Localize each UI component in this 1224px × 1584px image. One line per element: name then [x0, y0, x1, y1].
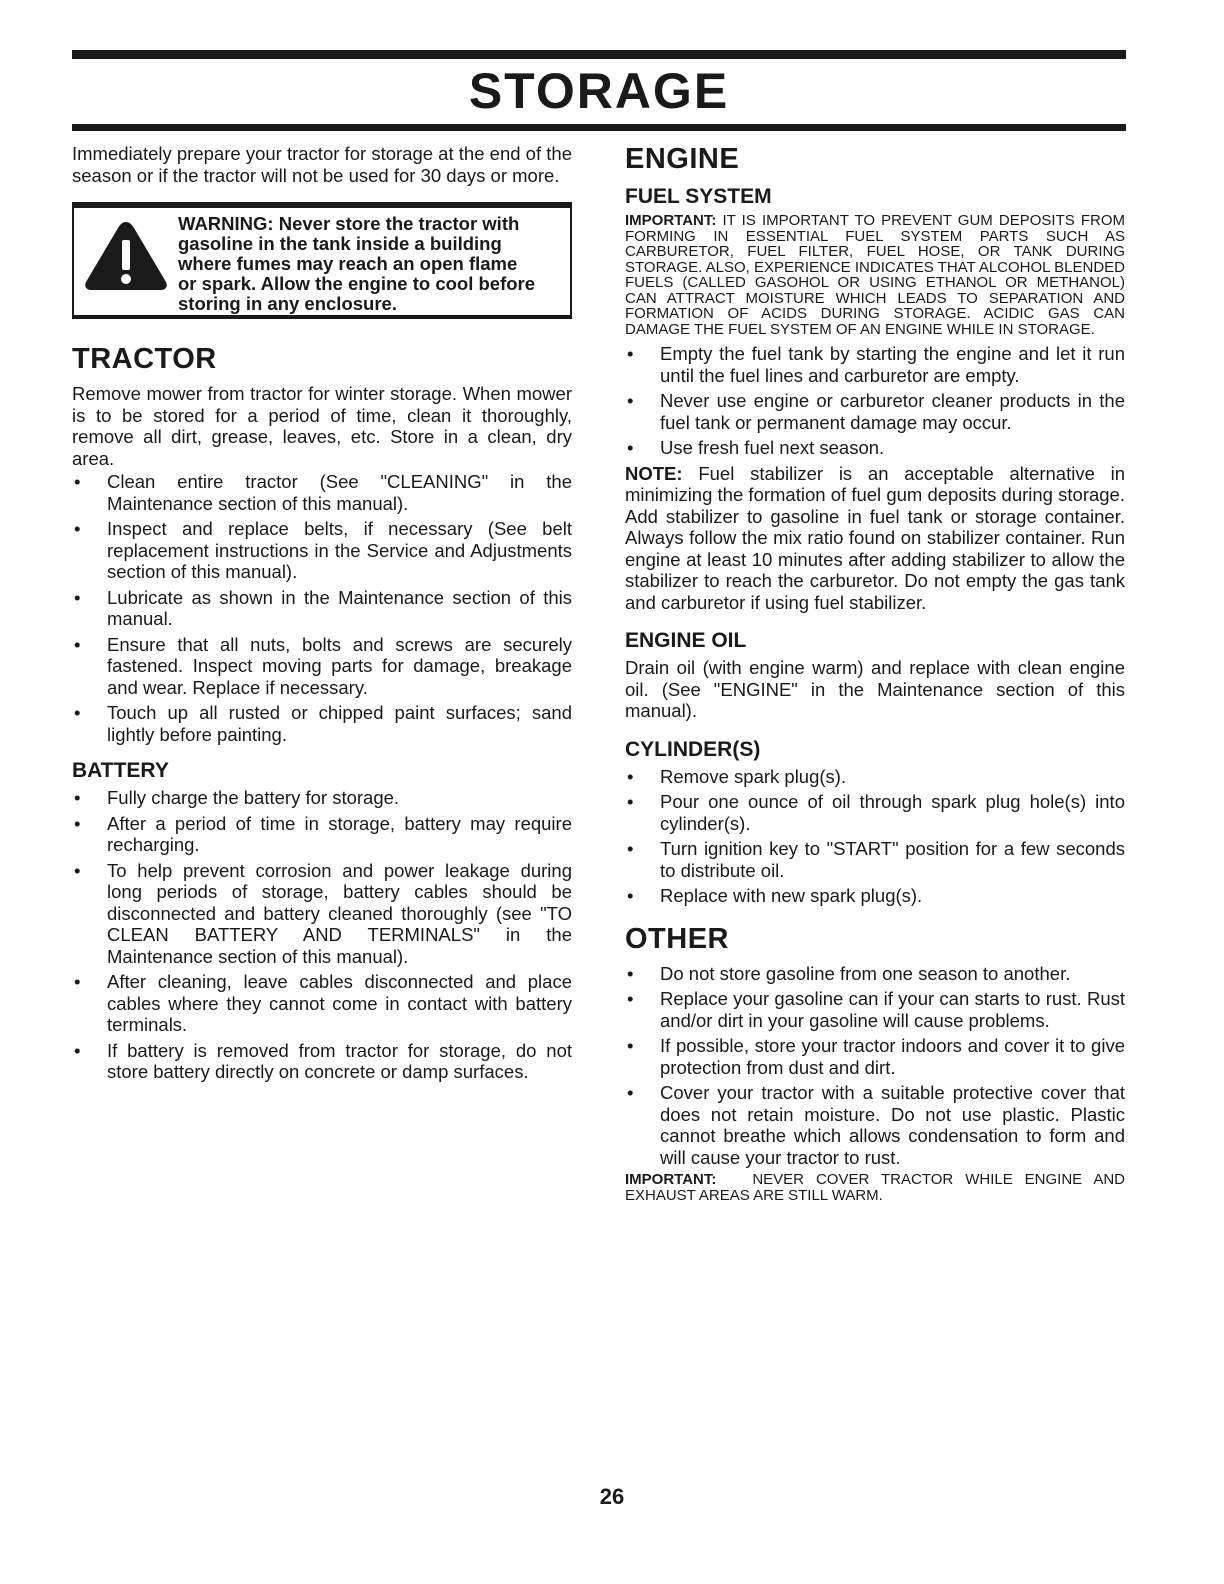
- list-item: [72, 787, 572, 809]
- list-item-text: If possible, store your tractor indoors and cover it to give protection from dust and dirt.: [660, 1035, 1125, 1078]
- important-label: IMPORTANT:: [625, 212, 717, 229]
- list-item: [72, 518, 572, 583]
- bullet-icon: •: [74, 633, 81, 655]
- important-text: NEVER COVER TRACTOR WHILE ENGINE AND EXHAUST AREAS ARE STILL WARM.: [625, 1171, 1125, 1204]
- list-item-text: After cleaning, leave cables disconnected and place cables where they cannot come in contact with battery terminals.: [107, 971, 572, 1035]
- bullet-icon: •: [74, 812, 81, 834]
- list-item-text: After a period of time in storage, battery may require recharging.: [107, 812, 572, 855]
- header-rule-bottom: [72, 124, 1126, 131]
- bullet-icon: •: [627, 1082, 634, 1103]
- list-item-text: Empty the fuel tank by starting the engine and let it run until the fuel lines and carburetor are empty.: [660, 343, 1125, 386]
- list-item-text: Replace with new spark plug(s).: [660, 885, 923, 906]
- list-item-text: Inspect and replace belts, if necessary (See belt replacement instructions in the Service and Adjustments section of this manual).: [107, 518, 572, 582]
- list-item: [625, 988, 1125, 1031]
- bullet-icon: •: [627, 885, 634, 906]
- other-list: [625, 963, 1125, 1169]
- list-item-text: Lubricate as shown in the Maintenance section of this manual.: [107, 586, 572, 629]
- fuel-system-heading: FUEL SYSTEM: [625, 185, 772, 208]
- bullet-icon: •: [627, 1035, 634, 1056]
- tractor-heading: TRACTOR: [72, 343, 217, 375]
- page-title: STORAGE: [468, 63, 730, 119]
- note-label: NOTE:: [625, 462, 683, 484]
- list-item-text: Touch up all rusted or chipped paint surfaces; sand lightly before painting.: [107, 702, 572, 745]
- tractor-body: Remove mower from tractor for winter storage. When mower is to be stored for a period of time, clean it thoroughly, remove all dirt, grease, leaves, etc. Store in a clean, dry area.: [72, 383, 572, 469]
- tractor-list: [72, 471, 572, 745]
- list-item: [72, 471, 572, 514]
- warning-line: WARNING: Never store the tractor with: [178, 213, 520, 234]
- list-item: [72, 971, 572, 1036]
- list-item: [625, 390, 1125, 433]
- list-item: [72, 860, 572, 968]
- battery-heading: BATTERY: [72, 759, 169, 782]
- list-item-text: If battery is removed from tractor for storage, do not store battery directly on concrete or damp surfaces.: [107, 1039, 572, 1082]
- bullet-icon: •: [627, 390, 634, 411]
- list-item: [625, 437, 1125, 459]
- fuel-system-important: [625, 213, 1125, 337]
- fuel-system-list: [625, 343, 1125, 459]
- list-item: [625, 885, 1125, 907]
- warning-box: [72, 202, 572, 319]
- list-item: [625, 838, 1125, 881]
- page-number: 26: [599, 1484, 625, 1509]
- warning-text: [178, 214, 556, 314]
- list-item: [72, 634, 572, 699]
- warning-line: storing in any enclosure.: [178, 293, 397, 314]
- list-item: [72, 702, 572, 745]
- important-label: IMPORTANT:: [625, 1171, 717, 1188]
- list-item-text: Remove spark plug(s).: [660, 765, 847, 787]
- warning-line: gasoline in the tank inside a building: [178, 233, 502, 254]
- list-item-text: Clean entire tractor (See "CLEANING" in the Maintenance section of this manual).: [107, 471, 572, 514]
- list-item: [625, 791, 1125, 834]
- cylinders-heading: CYLINDER(S): [625, 737, 761, 761]
- engine-oil-body: Drain oil (with engine warm) and replace with clean engine oil. (See "ENGINE" in the Maintenance section of this manual).: [625, 657, 1125, 721]
- bullet-icon: •: [627, 437, 634, 458]
- fuel-stabilizer-note: [625, 463, 1125, 614]
- bullet-icon: •: [74, 518, 81, 539]
- warning-triangle-icon: [84, 220, 168, 292]
- bullet-icon: •: [627, 838, 634, 859]
- bullet-icon: •: [627, 988, 634, 1009]
- bullet-icon: •: [627, 962, 634, 984]
- list-item: [625, 343, 1125, 386]
- other-heading: OTHER: [625, 922, 729, 955]
- page-header: [72, 50, 1126, 131]
- bullet-icon: •: [74, 586, 81, 608]
- bullet-icon: •: [74, 1039, 81, 1061]
- list-item: [625, 1082, 1125, 1168]
- engine-oil-heading: ENGINE OIL: [625, 629, 747, 652]
- header-rule-top: [72, 50, 1126, 59]
- bullet-icon: •: [627, 765, 634, 787]
- intro-paragraph: Immediately prepare your tractor for storage at the end of the season or if the tractor will not be used for 30 days or more.: [72, 143, 572, 186]
- list-item-text: To help prevent corrosion and power leakage during long periods of storage, battery cables should be disconnected and battery cleaned thoroughly (see "TO CLEAN BATTERY AND TERMINALS" in the Maintenance section of this manual).: [107, 859, 572, 967]
- list-item: [625, 766, 1125, 788]
- list-item-text: Turn ignition key to "START" position for a few seconds to distribute oil.: [660, 838, 1125, 881]
- list-item: [72, 1040, 572, 1083]
- cylinders-list: [625, 766, 1125, 907]
- list-item: [625, 1035, 1125, 1078]
- warning-line: or spark. Allow the engine to cool before: [178, 273, 536, 294]
- important-text: IT IS IMPORTANT TO PREVENT GUM DEPOSITS FROM FORMING IN ESSENTIAL FUEL SYSTEM PARTS SUCH AS CARBURETOR, FUEL FILTER, FUEL HOSE, OR TANK DURING STORAGE. ALSO, EXPERIENCE INDICATES THAT ALCOHOL BLENDED FUELS (CALLED GASOHOL OR USING ETHANOL OR METHANOL) CAN ATTRACT MOISTURE WHICH LEADS TO SEPARATION AND FORMATION OF ACIDS DURING STORAGE. ACIDIC GAS CAN DAMAGE THE FUEL SYSTEM OF AN ENGINE WHILE IN STORAGE.: [625, 212, 1125, 338]
- list-item: [72, 813, 572, 856]
- list-item: [625, 963, 1125, 985]
- bullet-icon: •: [627, 791, 634, 812]
- engine-heading: ENGINE: [625, 143, 740, 175]
- other-important: [625, 1172, 1125, 1203]
- list-item-text: Ensure that all nuts, bolts and screws are securely fastened. Inspect moving parts for damage, breakage and wear. Replace if necessary.: [107, 633, 572, 698]
- list-item-text: Fully charge the battery for storage.: [107, 787, 400, 808]
- list-item-text: Do not store gasoline from one season to another.: [660, 962, 1071, 984]
- left-column: [72, 143, 572, 1087]
- bullet-icon: •: [74, 702, 81, 723]
- list-item-text: Never use engine or carburetor cleaner products in the fuel tank or permanent damage may occur.: [660, 390, 1125, 433]
- right-column: [625, 143, 1125, 1209]
- battery-list: [72, 787, 572, 1083]
- bullet-icon: •: [74, 471, 81, 492]
- list-item: [72, 587, 572, 630]
- warning-line: where fumes may reach an open flame: [178, 253, 518, 274]
- note-text: Fuel stabilizer is an acceptable alternative in minimizing the formation of fuel gum deposits during storage. Add stabilizer to gasoline in fuel tank or storage container. Always follow the mix ratio found on stabilizer container. Run engine at least 10 minutes after adding stabilizer to allow the stabilizer to reach the carburetor. Do not empty the gas tank and carburetor if using fuel stabilizer.: [625, 462, 1126, 613]
- bullet-icon: •: [627, 343, 634, 364]
- list-item-text: Pour one ounce of oil through spark plug hole(s) into cylinder(s).: [660, 791, 1125, 834]
- list-item-text: Replace your gasoline can if your can starts to rust. Rust and/or dirt in your gasoline will cause problems.: [660, 988, 1125, 1031]
- list-item-text: Cover your tractor with a suitable protective cover that does not retain moisture. Do not use plastic. Plastic cannot breathe which allows condensation to form and will cause your tractor to rust.: [660, 1082, 1125, 1168]
- bullet-icon: •: [74, 971, 81, 992]
- bullet-icon: •: [74, 859, 81, 881]
- bullet-icon: •: [74, 787, 81, 808]
- list-item-text: Use fresh fuel next season.: [660, 437, 885, 458]
